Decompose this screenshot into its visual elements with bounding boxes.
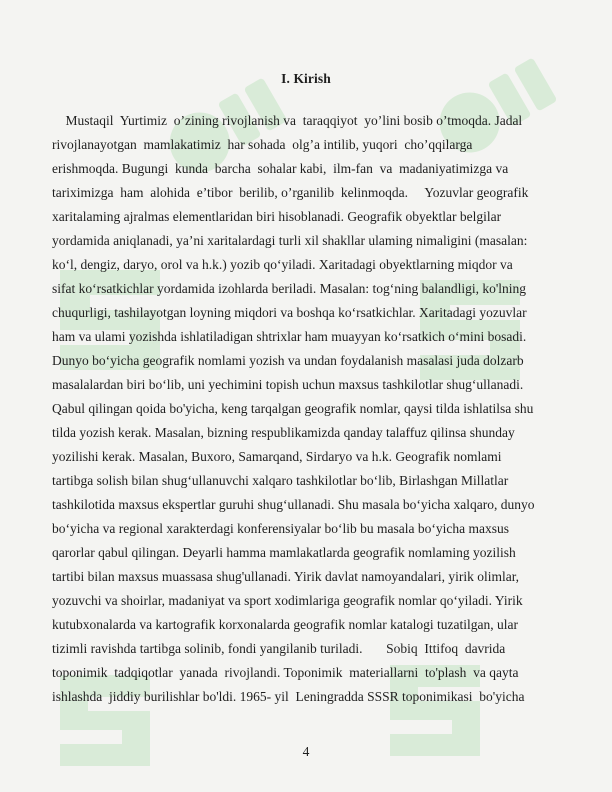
text-line: chuqurligi, tashilayotgan loyning miqdori va boshqa ko‘rsatkichlar. Xaritadagi yozuvlar [52, 305, 527, 320]
text-line: toponimik tadqiqotlar yanada rivojlandi. Toponimik materiallarni to'plash va qayta [52, 665, 519, 680]
text-line: kutubxonalarda va kartografik korxonalarda geografik nomlar katalogi tuzatilgan, ular [52, 617, 518, 632]
text-line: Mustaqil Yurtimiz o’zining rivojlanish va taraqqiyot yo’lini bosib o’tmoqda. Jadal [52, 113, 523, 128]
text-line: yozuvchi va shoirlar, madaniyat va sport xodimlariga geografik nomlar qo‘yiladi. Yirik [52, 593, 523, 608]
text-line: tashkilotida maxsus ekspertlar guruhi shug‘ullanadi. Shu masala bo‘yicha xalqaro, dunyo [52, 497, 535, 512]
text-line: yordamida aniqlanadi, ya’ni xaritalardagi turli xil shakllar ulaming nimaligini (masalan: [52, 233, 528, 248]
text-line: ham va ulami yozishda ishlatiladigan shtrixlar ham muayyan ko‘rsatkich o‘mini bosadi. [52, 329, 527, 344]
text-line: Dunyo bo‘yicha geografik nomlami yozish va undan foydalanish masalasi juda dolzarb [52, 353, 524, 368]
text-line: bo‘yicha va regional xarakterdagi konferensiyalar bo‘lib bu masala bo‘yicha maxsus [52, 521, 509, 536]
section-heading: I. Kirish [281, 71, 331, 86]
text-line: sifat ko‘rsatkichlar yordamida izohlarda beriladi. Masalan: tog‘ning balandligi, ko'lning [52, 281, 527, 296]
text-line: masalalardan biri bo‘lib, uni yechimini topish uchun maxsus tashkilotlar shug‘ullanadi. [52, 377, 524, 392]
text-line: yozilishi kerak. Masalan, Buxoro, Samarqand, Sirdaryo va h.k. Geografik nomlami [52, 449, 502, 464]
text-line: tartibi bilan maxsus muassasa shug'ullanadi. Yirik davlat namoyandalari, yirik olimlar, [52, 569, 520, 584]
text-line: tariximizga ham alohida e’tibor berilib, o’rganilib kelinmoqda. Yozuvlar geografik [52, 185, 529, 200]
text-line: rivojlanayotgan mamlakatimiz har sohada olg’a intilib, yuqori cho’qqilarga [52, 137, 473, 152]
text-line: Qabul qilingan qoida bo'yicha, keng tarqalgan geografik nomlar, qaysi tilda ishlatilsa shu [52, 401, 534, 416]
text-line: tilda yozish kerak. Masalan, bizning respublikamizda qanday talaffuz qilinsa shunday [52, 425, 515, 440]
text-line: qarorlar qabul qilingan. Deyarli hamma mamlakatlarda geografik nomlaming yozilish [52, 545, 516, 560]
text-line: tartibga solish bilan shug‘ullanuvchi xalqaro tashkilotlar bo‘lib, Birlashgan Millatlar [52, 473, 509, 488]
page-number: 4 [302, 744, 310, 759]
text-line: ishlashda jiddiy burilishlar bo'ldi. 1965- yil Leningradda SSSR toponimikasi bo'yicha [52, 689, 525, 704]
text-line: ko‘l, dengiz, daryo, orol va h.k.) yozib qo‘yiladi. Xaritadagi obyektlarning miqdor va [52, 257, 513, 272]
text-line: tizimli ravishda tartibga solinib, fondi yangilanib turiladi. Sobiq Ittifoq davrida [52, 641, 506, 656]
text-line: xaritalaming ajralmas elementlaridan biri hisoblanadi. Geografik obyektlar belgilar [52, 209, 502, 224]
text-line: erishmoqda. Bugungi kunda barcha sohalar kabi, ilm-fan va madaniyatimizga va [52, 161, 509, 176]
